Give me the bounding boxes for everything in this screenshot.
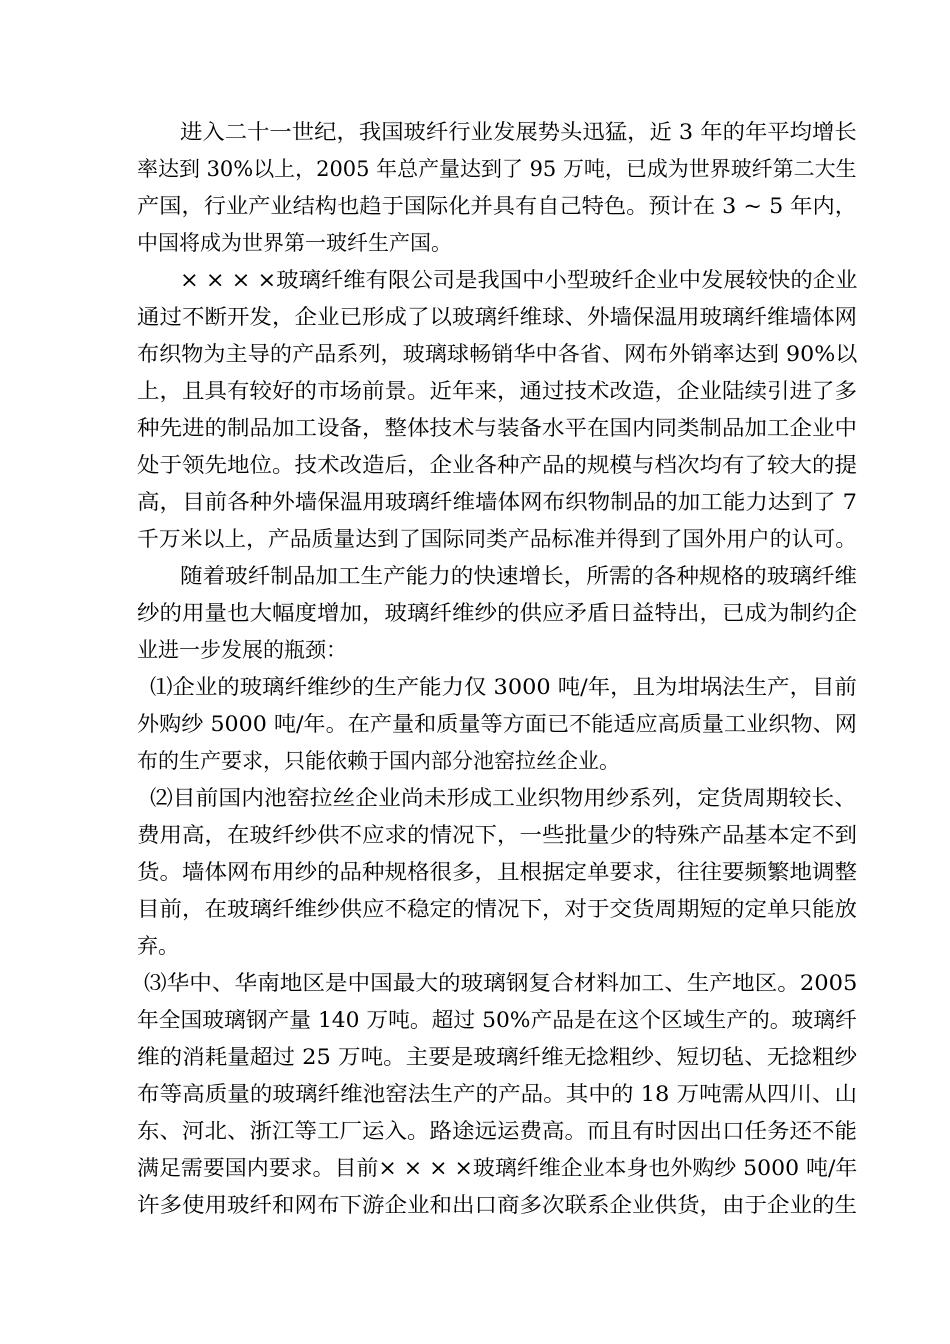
text-line: 率达到 30%以上，2005 年总产量达到了 95 万吨，已成为世界玻纤第二大生 <box>137 157 857 181</box>
text-line: ⑶华中、华南地区是中国最大的玻璃钢复合材料加工、生产地区。2005 <box>144 971 858 995</box>
text-line: 东、河北、浙江等工厂运入。路途远运费高。而且有时因出口任务还不能 <box>137 1119 857 1143</box>
text-line: 费用高，在玻纤纱供不应求的情况下，一些批量少的特殊产品基本定不到 <box>137 823 857 847</box>
text-line: 种先进的制品加工设备，整体技术与装备水平在国内同类制品加工企业中 <box>137 416 857 440</box>
text-line: 年全国玻璃钢产量 140 万吨。超过 50%产品是在这个区域生产的。玻璃纤 <box>137 1008 857 1032</box>
text-line: 维的消耗量超过 25 万吨。主要是玻璃纤维无捻粗纱、短切毡、无捻粗纱 <box>137 1045 858 1069</box>
text-line: ⑴企业的玻璃纤维纱的生产能力仅 3000 吨/年，且为坩埚法生产，目前 <box>150 675 857 699</box>
text-line: 中国将成为世界第一玻纤生产国。 <box>137 231 452 255</box>
text-line: 纱的用量也大幅度增加，玻璃纤维纱的供应矛盾日益特出，已成为制约企 <box>137 601 857 625</box>
text-line: 许多使用玻纤和网布下游企业和出口商多次联系企业供货，由于企业的生 <box>137 1193 857 1217</box>
text-line: 上，且具有较好的市场前景。近年来，通过技术改造，企业陆续引进了多 <box>137 379 857 403</box>
text-line: 满足需要国内要求。目前× × × ×玻璃纤维企业本身也外购纱 5000 吨/年 <box>137 1156 858 1180</box>
text-line: 通过不断开发，企业已形成了以玻璃纤维球、外墙保温用玻璃纤维墙体网 <box>137 305 857 329</box>
text-line: 布的生产要求，只能依赖于国内部分池窑拉丝企业。 <box>137 749 620 773</box>
text-line: 进入二十一世纪，我国玻纤行业发展势头迅猛，近 3 年的年平均增长 <box>180 120 857 144</box>
text-line: 布等高质量的玻璃纤维池窑法生产的产品。其中的 18 万吨需从四川、山 <box>137 1082 858 1106</box>
text-line: 布织物为主导的产品系列，玻璃球畅销华中各省、网布外销率达到 90%以 <box>137 342 858 366</box>
text-line: 随着玻纤制品加工生产能力的快速增长，所需的各种规格的玻璃纤维 <box>180 564 857 588</box>
text-line: 处于领先地位。技术改造后，企业各种产品的规模与档次均有了较大的提 <box>137 453 857 477</box>
text-line: 产国，行业产业结构也趋于国际化并具有自己特色。预计在 3 ~ 5 年内， <box>137 194 858 218</box>
text-line: 外购纱 5000 吨/年。在产量和质量等方面已不能适应高质量工业织物、网 <box>137 712 857 736</box>
text-line: ⑵目前国内池窑拉丝企业尚未形成工业织物用纱系列，定货周期较长、 <box>150 786 857 810</box>
text-line: 目前，在玻璃纤维纱供应不稳定的情况下，对于交货周期短的定单只能放 <box>137 897 857 921</box>
text-line: 业进一步发展的瓶颈： <box>137 638 347 662</box>
text-line: 弃。 <box>137 934 179 958</box>
text-line: 货。墙体网布用纱的品种规格很多，且根据定单要求，往往要频繁地调整 <box>137 860 857 884</box>
text-line: 高，目前各种外墙保温用玻璃纤维墙体网布织物制品的加工能力达到了 7 <box>137 490 858 514</box>
text-line: × × × ×玻璃纤维有限公司是我国中小型玻纤企业中发展较快的企业 <box>180 268 858 292</box>
text-line: 千万米以上，产品质量达到了国际同类产品标准并得到了国外用户的认可。 <box>137 527 858 551</box>
